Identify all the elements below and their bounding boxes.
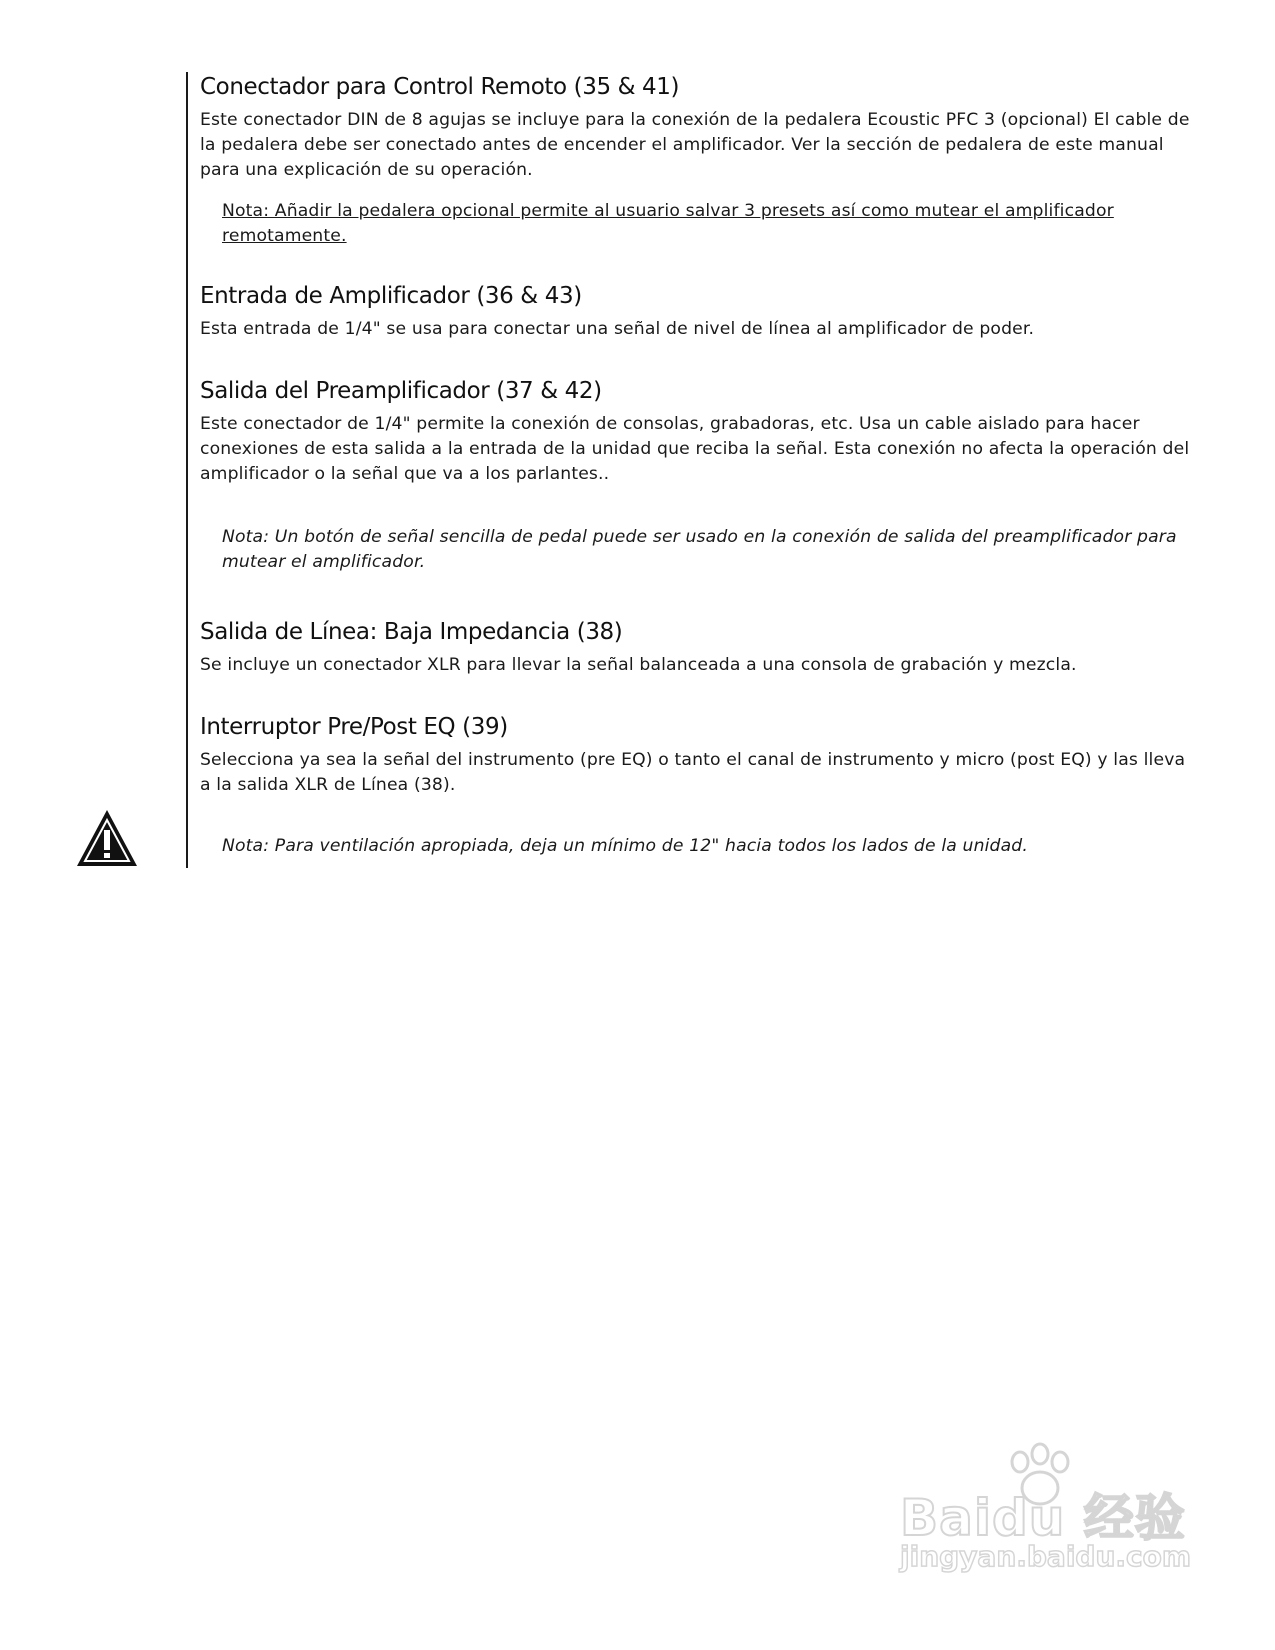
section-heading: Salida del Preamplificador (37 & 42) — [200, 378, 602, 404]
note-ventilacion: Nota: Para ventilación apropiada, deja un mínimo de 12" hacia todos los lados de la unidad. — [222, 836, 1028, 856]
section-entrada-amplificador — [200, 281, 1034, 342]
margin-rule — [186, 72, 188, 868]
section-heading: Conectador para Control Remoto (35 & 41) — [200, 74, 680, 100]
section-heading: Interruptor Pre/Post EQ (39) — [200, 714, 508, 740]
section-body: Este conectador DIN de 8 agujas se incluye para la conexión de la pedalera Ecoustic PFC 3 (opcional) El cable de la pedalera debe ser conectado antes de encender el amplificador. Ver la sección de pedalera de este manual para una explicación de su operación. — [200, 110, 1190, 180]
section-body: Este conectador de 1/4" permite la conexión de consolas, grabadoras, etc. Usa un cable aislado para hacer conexiones de esta salida a la entrada de la unidad que reciba la señal. Esta conexión no afecta la operación del amplificador o la señal que va a los parlantes.. — [200, 414, 1190, 484]
section-control-remoto — [200, 72, 1200, 183]
section-heading: Salida de Línea: Baja Impedancia (38) — [200, 619, 623, 645]
note-pedalera: Nota: Añadir la pedalera opcional permite al usuario salvar 3 presets así como mutear el amplificador remotamente. — [222, 201, 1114, 246]
watermark-url: jingyan.baidu.com — [900, 1540, 1192, 1573]
warning-triangle-icon — [75, 808, 139, 868]
section-salida-linea — [200, 617, 1077, 678]
baidu-watermark — [900, 1440, 1200, 1573]
section-body: Selecciona ya sea la señal del instrumento (pre EQ) o tanto el canal de instrumento y micro (post EQ) y las lleva a la salida XLR de Línea (38). — [200, 750, 1186, 795]
note-pedal: Nota: Un botón de señal sencilla de pedal puede ser usado en la conexión de salida del preamplificador para mutear el amplificador. — [222, 527, 1177, 572]
section-body: Se incluye un conectador XLR para llevar la señal balanceada a una consola de grabación y mezcla. — [200, 655, 1077, 675]
section-salida-preamplificador — [200, 376, 1200, 487]
section-heading: Entrada de Amplificador (36 & 43) — [200, 283, 582, 309]
watermark-brand: Baidu 经验 — [900, 1489, 1186, 1547]
section-body: Esta entrada de 1/4" se usa para conectar una señal de nivel de línea al amplificador de poder. — [200, 319, 1035, 339]
section-interruptor-eq — [200, 712, 1200, 798]
